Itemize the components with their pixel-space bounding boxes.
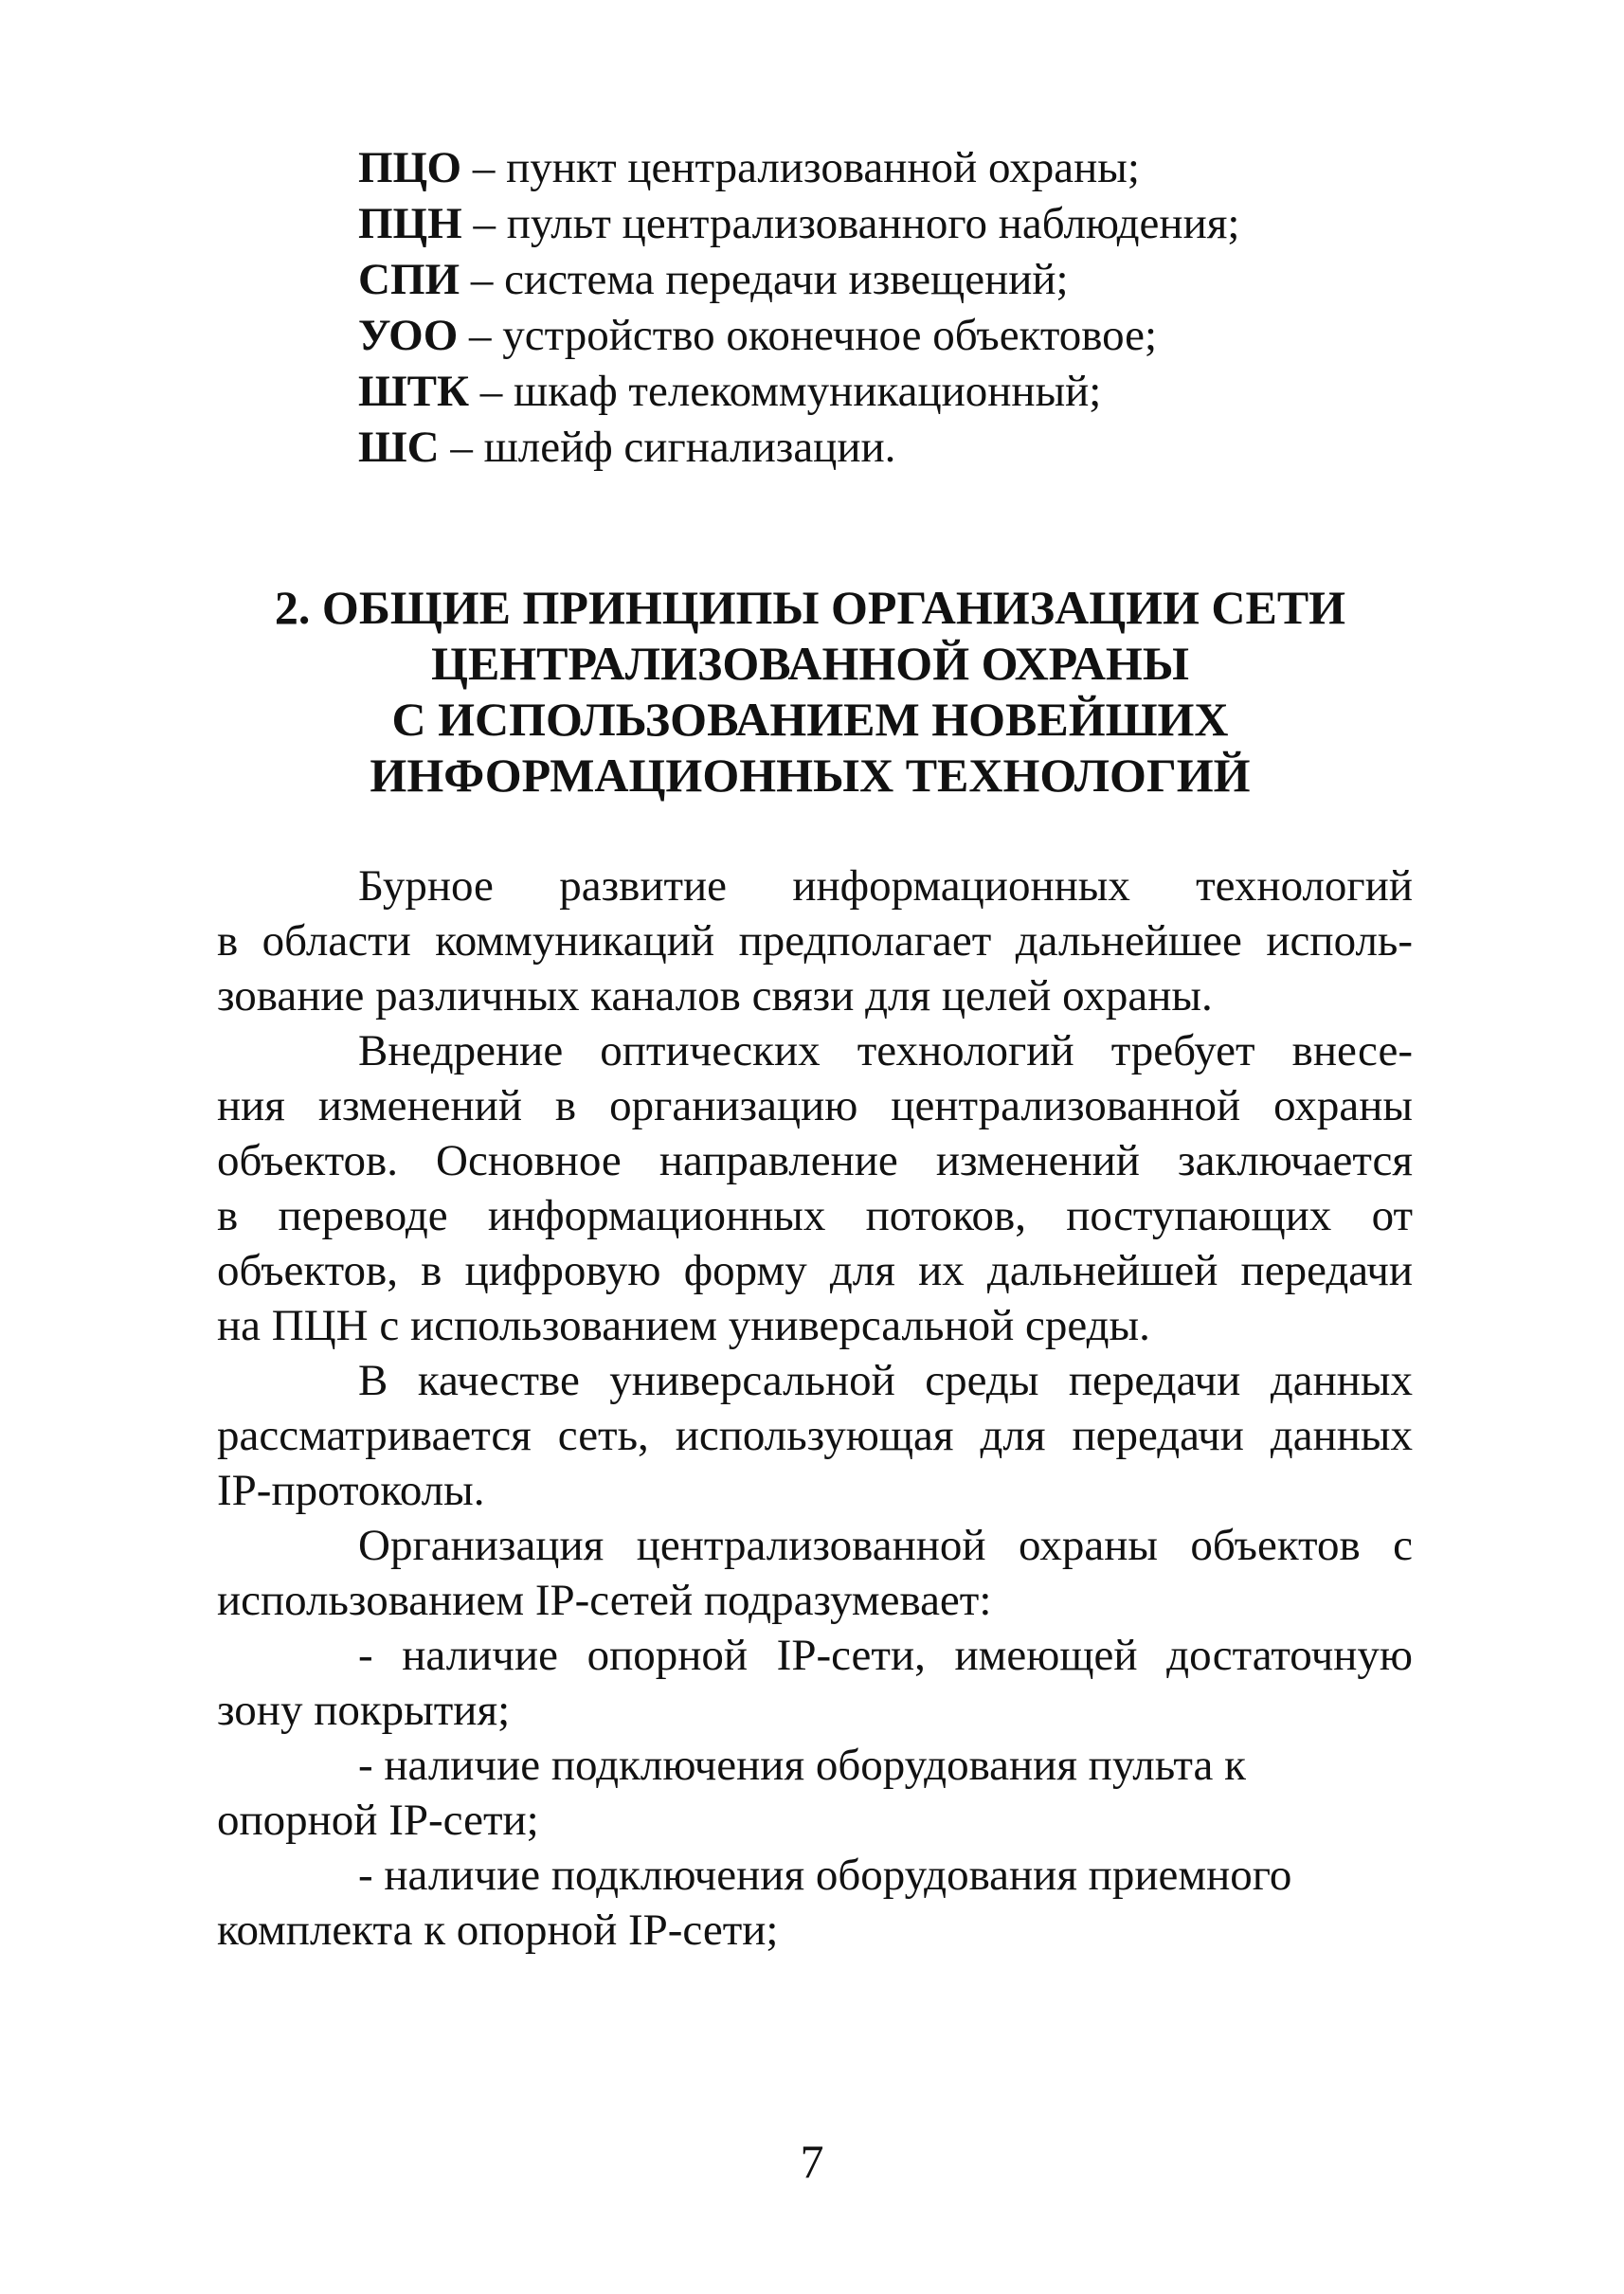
paragraph-line: - наличие подключения оборудования пульта к [358, 1741, 1246, 1790]
paragraph-line: - наличие подключения оборудования приемного [358, 1851, 1292, 1900]
paragraph-line: рассматривается сеть, использующая для передачи данных [217, 1411, 1413, 1460]
paragraph [217, 1023, 1413, 1353]
abbreviation-item [358, 364, 1495, 420]
paragraph-line: - наличие опорной IP-сети, имеющей достаточную [358, 1631, 1413, 1680]
paragraph-line: использованием IP-сетей подразумевает: [217, 1576, 992, 1625]
section-heading-line: ИНФОРМАЦИОННЫХ ТЕХНОЛОГИЙ [370, 749, 1251, 802]
abbreviation-term: ШС [358, 423, 440, 472]
paragraph-line: опорной IP-сети; [217, 1796, 539, 1845]
abbreviation-item [358, 420, 1495, 476]
abbreviation-item [358, 140, 1495, 196]
abbreviation-term: ШТК [358, 367, 470, 416]
paragraph-line: в области коммуникаций предполагает дальнейшее исполь- [217, 916, 1413, 966]
paragraph-line: В качестве универсальной среды передачи данных [358, 1356, 1413, 1405]
section-heading-line: ЦЕНТРАЛИЗОВАННОЙ ОХРАНЫ [431, 637, 1189, 690]
abbreviation-term: СПИ [358, 255, 460, 304]
abbreviation-term: УОО [358, 311, 459, 360]
abbreviation-definition: – система передачи извещений; [460, 255, 1069, 304]
paragraph-line: зону покрытия; [217, 1686, 511, 1735]
paragraph [217, 1518, 1413, 1628]
paragraph-line: Бурное развитие информационных технологий [358, 861, 1413, 911]
section-body [217, 858, 1413, 1958]
section-heading-line: С ИСПОЛЬЗОВАНИЕМ НОВЕЙШИХ [391, 693, 1229, 746]
list-item [217, 1738, 1413, 1848]
list-item [217, 1848, 1413, 1958]
abbreviation-item [358, 252, 1495, 308]
section-heading-line: 2. ОБЩИЕ ПРИНЦИПЫ ОРГАНИЗАЦИИ СЕТИ [274, 581, 1346, 634]
abbreviation-definition: – шкаф телекоммуникационный; [469, 367, 1102, 416]
abbreviation-item [358, 196, 1495, 252]
abbreviation-definition: – устройство оконечное объектовое; [458, 311, 1158, 360]
page-number: 7 [800, 2135, 824, 2188]
abbreviation-term: ПЦО [358, 143, 462, 192]
paragraph [217, 858, 1413, 1023]
paragraph-line: комплекта к опорной IP-сети; [217, 1906, 779, 1955]
abbreviation-item [358, 308, 1495, 364]
abbreviation-definition: – пункт централизованной охраны; [461, 143, 1140, 192]
paragraph-line: объектов, в цифровую форму для их дальнейшей передачи [217, 1246, 1413, 1295]
paragraph-line: на ПЦН с использованием универсальной среды. [217, 1301, 1150, 1350]
paragraph [217, 1353, 1413, 1518]
list-item [217, 1628, 1413, 1738]
paragraph-line: ния изменений в организацию централизованной охраны [217, 1081, 1413, 1130]
abbreviation-definition: – шлейф сигнализации. [439, 423, 896, 472]
paragraph-line: объектов. Основное направление изменений заключается [217, 1136, 1413, 1185]
abbreviation-term: ПЦН [358, 199, 462, 248]
abbreviation-definition: – пульт централизованного наблюдения; [461, 199, 1240, 248]
paragraph-line: IP-протоколы. [217, 1466, 485, 1515]
paragraph-line: Внедрение оптических технологий требует внесе- [358, 1026, 1413, 1075]
abbreviation-list [358, 140, 1495, 476]
section-heading [218, 580, 1402, 804]
paragraph-line: Организация централизованной охраны объектов с [358, 1521, 1413, 1570]
paragraph-line: в переводе информационных потоков, поступающих от [217, 1191, 1413, 1240]
paragraph-line: зование различных каналов связи для целей охраны. [217, 971, 1213, 1021]
